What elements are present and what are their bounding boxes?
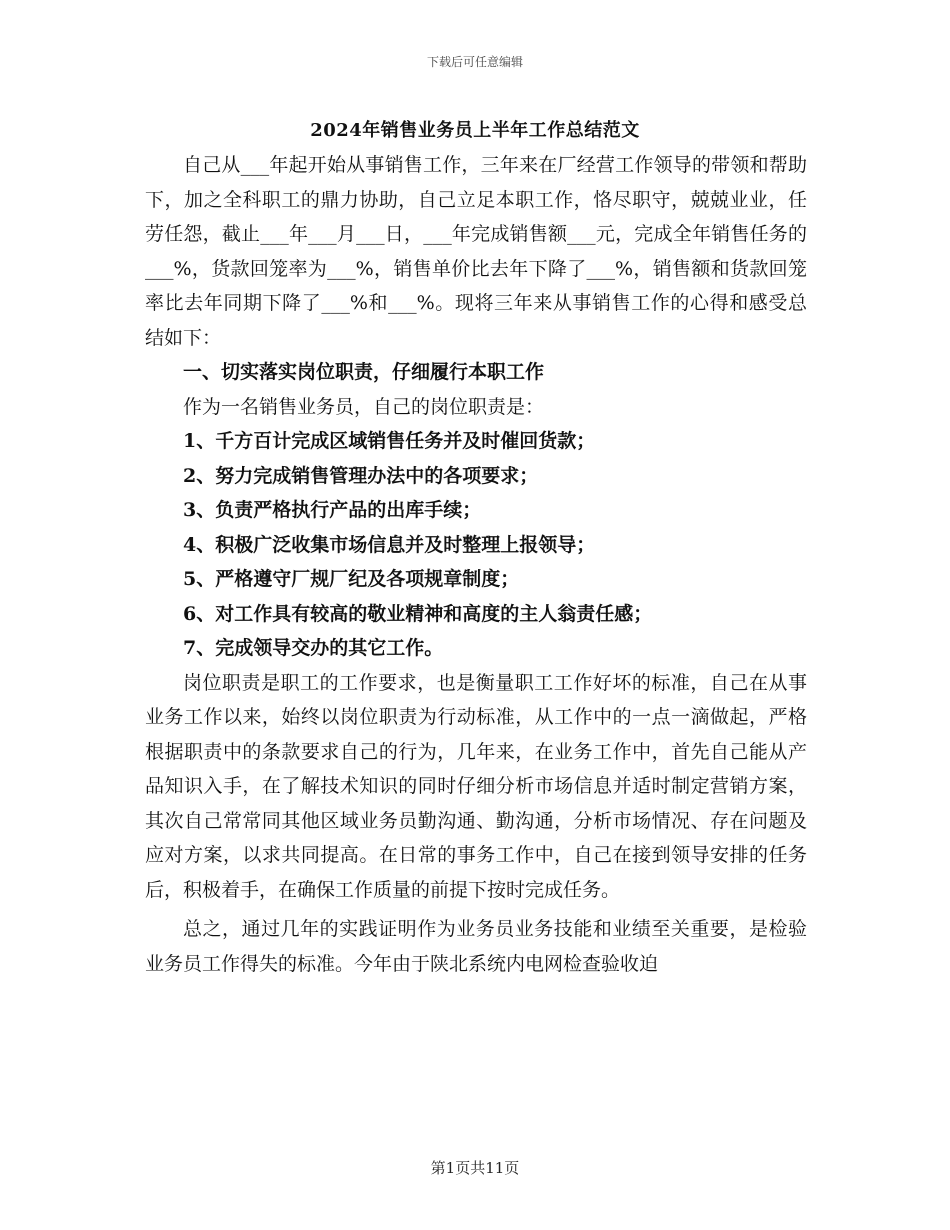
document-title: 2024年销售业务员上半年工作总结范文 (310, 120, 640, 141)
duty-item-1: 1、千方百计完成区域销售任务并及时催回货款； (183, 430, 596, 452)
page-header-note: 下载后可任意编辑 (426, 55, 523, 69)
section-heading: 一、切实落实岗位职责，仔细履行本职工作 (183, 361, 545, 383)
duty-item-5: 5、严格遵守厂规厂纪及各项规章制度； (183, 568, 520, 590)
duty-item-2: 2、努力完成销售管理办法中的各项要求； (183, 464, 539, 487)
duty-item-7: 7、完成领导交办的其它工作。 (183, 637, 444, 659)
duty-item-4: 4、积极广泛收集市场信息并及时整理上报领导； (183, 533, 596, 556)
intro-paragraph: 自己从___年起开始从事销售工作，三年来在厂经营工作领导的带领和帮助下，加之全科职工的鼎力协助，自己立足本职工作，恪尽职守，兢兢业业，任劳任怨，截止___年___月___日，___年完成销售额___元，完成全年销售任务的___%，货款回笼率为___%，销售单价比去年下降了___%，销售额和货款回笼率比去年同期下降了___%和___%。现将三年来从事销售工作的心得和感受总结如下： (145, 154, 807, 349)
page-number: 第1页共11页 (430, 1159, 520, 1177)
body-paragraph-3: 总之，通过几年的实践证明作为业务员业务技能和业绩至关重要，是检验业务员工作得失的标准。今年由于陕北系统内电网检查验收迫 (145, 918, 807, 975)
document-body (145, 148, 807, 981)
duty-item-3: 3、负责严格执行产品的出库手续； (183, 499, 482, 521)
duties-intro: 作为一名销售业务员，自己的岗位职责是： (183, 395, 545, 418)
body-paragraph-2: 岗位职责是职工的工作要求，也是衡量职工工作好坏的标准，自己在从事业务工作以来，始终以岗位职责为行动标准，从工作中的一点一滴做起，严格根据职责中的条款要求自己的行为，几年来，在业务工作中，首先自己能从产品知识入手，在了解技术知识的同时仔细分析市场信息并适时制定营销方案，其次自己常常同其他区域业务员勤沟通、勤沟通，分析市场情况、存在问题及应对方案，以求共同提高。在日常的事务工作中，自己在接到领导安排的任务后，积极着手，在确保工作质量的前提下按时完成任务。 (145, 671, 807, 901)
duty-item-6: 6、对工作具有较高的敬业精神和高度的主人翁责任感； (183, 602, 653, 625)
